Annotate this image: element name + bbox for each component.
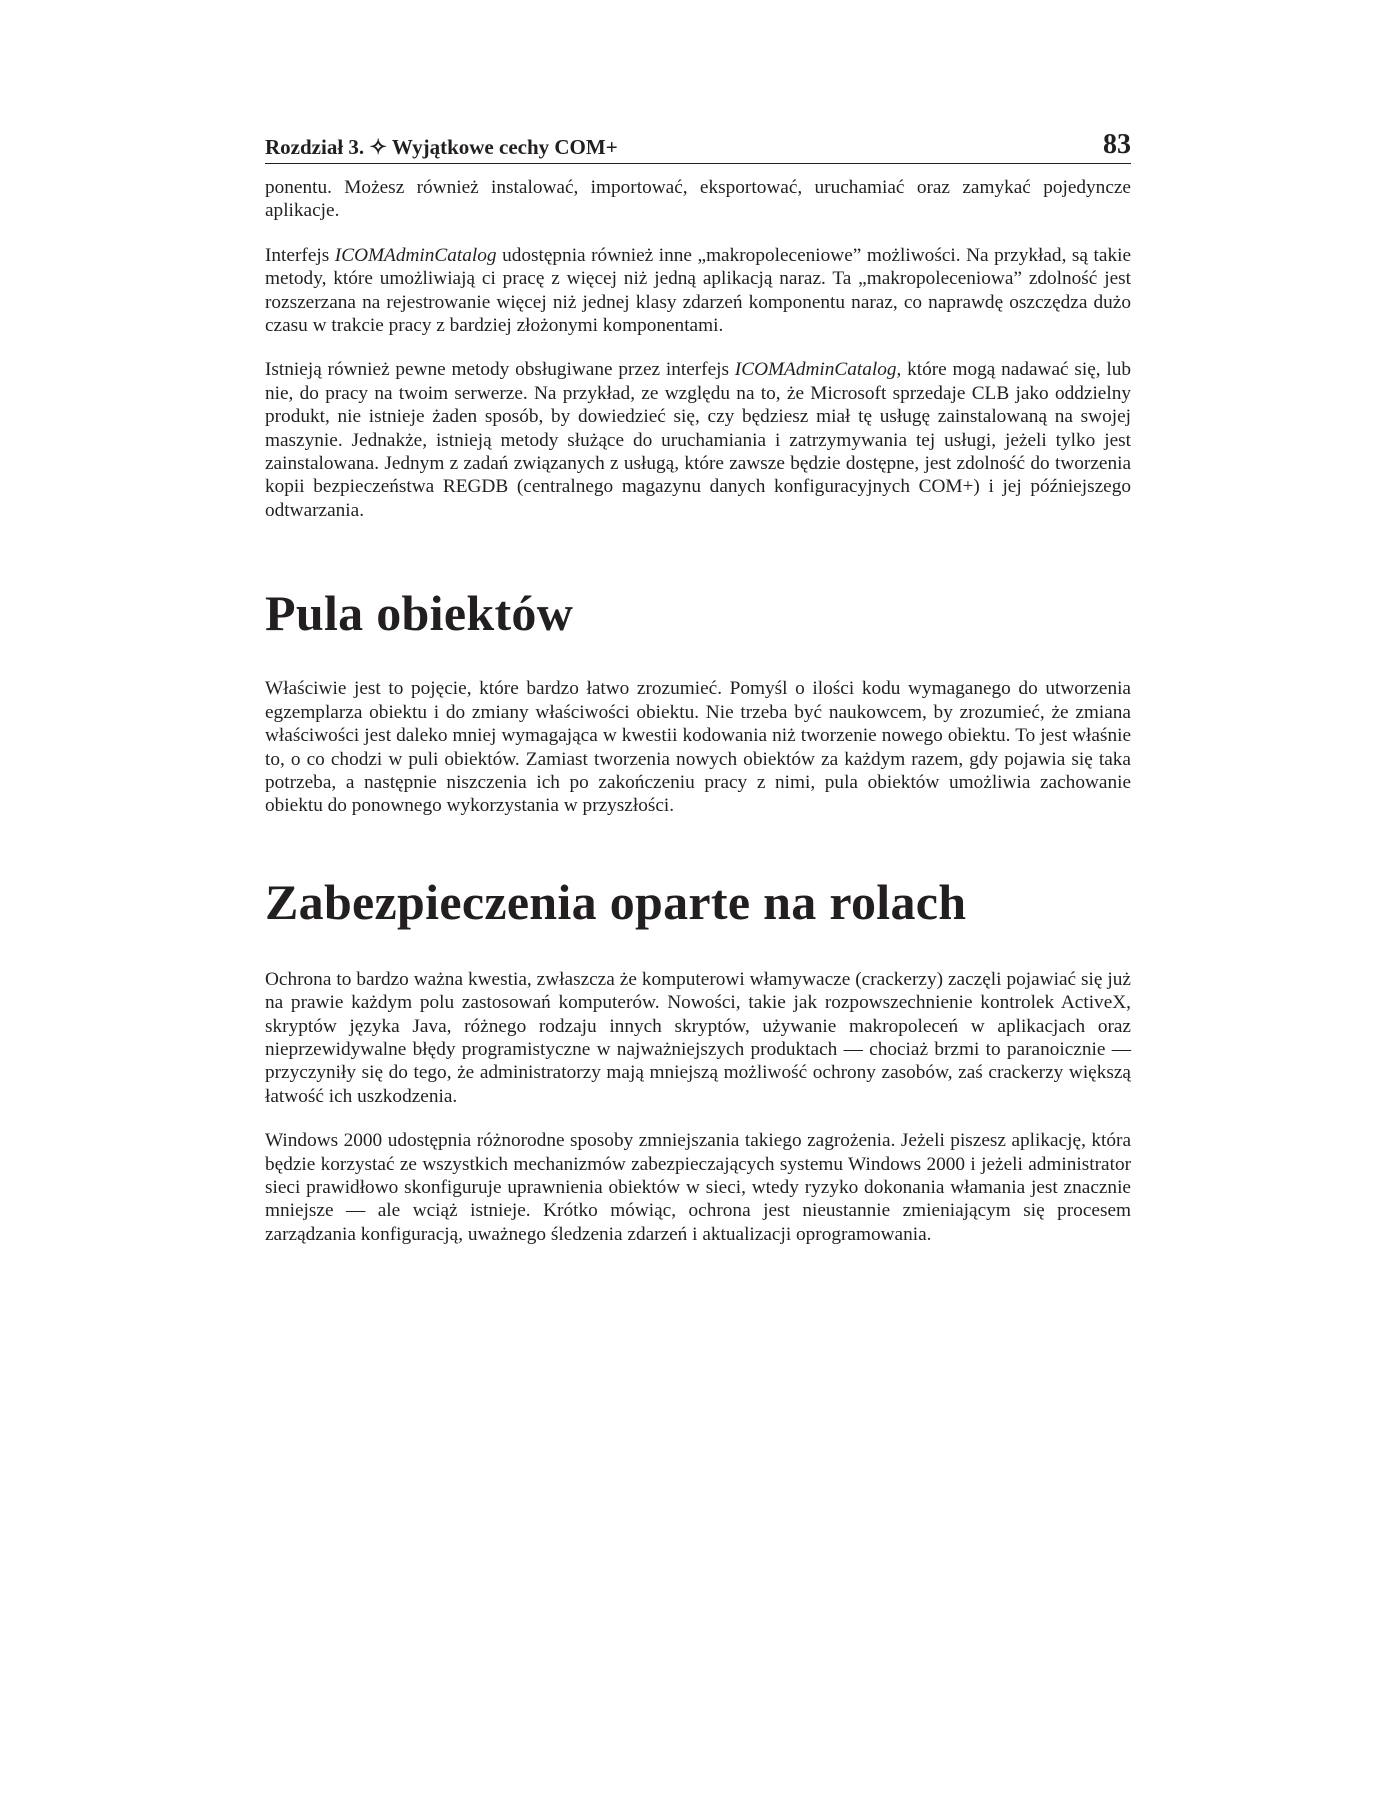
book-page (265, 125, 1131, 1246)
paragraph: Ochrona to bardzo ważna kwestia, zwłaszcza że komputerowi włamywacze (crackerzy) zaczęli pojawiać się już na prawie każdym polu zastosowań komputerów. Nowości, takie jak rozpowszechnienie kontrolek ActiveX, skryptów języka Java, różnego rodzaju innych skryptów, używanie makropoleceń w aplikacjach oraz nieprzewidywalne błędy programistyczne w najważniejszych produktach — chociaż brzmi to paranoicznie — przyczyniły się do tego, że administratorzy mają mniejszą możliwość ochrony zasobów, zaś crackerzy większą łatwość ich uszkodzenia. (265, 968, 1131, 1107)
paragraph-text: udostępnia również inne „makropoleceniowe” możliwości. Na przykład, są takie metody, które umożliwiają ci pracę z więcej niż jedną aplikacją naraz. Ta „makropoleceniowa” zdolność jest rozszerzana na rejestrowanie więcej niż jednej klasy zdarzeń komponentu naraz, co naprawdę oszczędza dużo czasu w trakcie pracy z bardziej złożonymi komponentami. (265, 244, 1131, 337)
section-heading-pula-obiektow: Pula obiektów (265, 585, 574, 642)
interface-name: ICOMAdminCatalog (334, 244, 497, 266)
paragraph: ponentu. Możesz również instalować, importować, eksportować, uruchamiać oraz zamykać pojedyncze aplikacje. (265, 177, 1131, 222)
paragraph (265, 244, 1131, 338)
section-heading-zabezpieczenia: Zabezpieczenia oparte na rolach (265, 873, 967, 930)
chapter-title: Rozdział 3. ✧ Wyjątkowe cechy COM+ (265, 135, 618, 159)
paragraph: Windows 2000 udostępnia różnorodne sposoby zmniejszania takiego zagrożenia. Jeżeli piszesz aplikację, która będzie korzystać ze wszystkich mechanizmów zabezpieczających systemu Windows 2000 i jeżeli administrator sieci prawidłowo skonfiguruje uprawnienia obiektów w sieci, wtedy ryzyko dokonania włamania jest znacznie mniejsze — ale wciąż istnieje. Krótko mówiąc, ochrona jest nieustannie zmieniającym się procesem zarządzania konfiguracją, uważnego śledzenia zdarzeń i aktualizacji oprogramowania. (265, 1130, 1131, 1245)
paragraph-text: Istnieją również pewne metody obsługiwane przez interfejs (265, 359, 735, 381)
interface-name: ICOMAdminCatalog (734, 359, 897, 381)
paragraph: Właściwie jest to pojęcie, które bardzo łatwo zrozumieć. Pomyśl o ilości kodu wymaganego do utworzenia egzemplarza obiektu i do zmiany właściwości obiektu. Nie trzeba być naukowcem, by zrozumieć, że zmiana właściwości jest daleko mniej wymagająca w kwestii kodowania niż tworzenie nowego obiektu. To jest właśnie to, o co chodzi w puli obiektów. Zamiast tworzenia nowych obiektów za każdym razem, gdy pojawia się taka potrzeba, a następnie niszczenia ich po zakończeniu pracy z nimi, pula obiektów umożliwia zachowanie obiektu do ponownego wykorzystania w przyszłości. (265, 678, 1131, 817)
page-body (265, 176, 1131, 1246)
paragraph-text: , które mogą nadawać się, lub nie, do pracy na twoim serwerze. Na przykład, ze względu na to, że Microsoft sprzedaje CLB jako oddzielny produkt, nie istnieje żaden sposób, by dowiedzieć się, czy będziesz miał tę usługę zainstalowaną na swojej maszynie. Jednakże, istnieją metody służące do uruchamiania i zatrzymywania tej usługi, jeżeli tylko jest zainstalowana. Jednym z zadań związanych z usługą, które zawsze będzie dostępne, jest zdolność do tworzenia kopii bezpieczeństwa REGDB (centralnego magazynu danych konfiguracyjnych COM+) i jej późniejszego odtwarzania. (265, 359, 1131, 521)
paragraph (265, 358, 1131, 522)
running-header (265, 125, 1131, 164)
paragraph-text: Interfejs (265, 244, 335, 266)
page-number: 83 (1103, 129, 1131, 160)
